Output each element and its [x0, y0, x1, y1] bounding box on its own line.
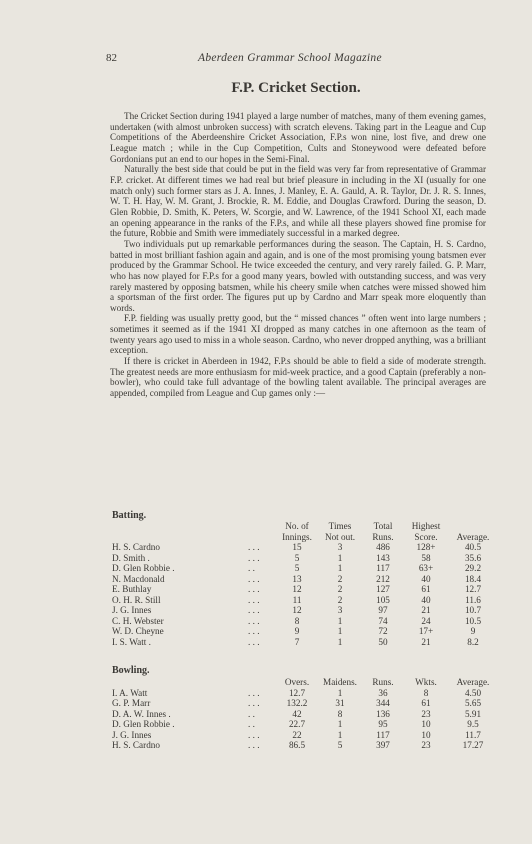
stat-highest: 61	[421, 584, 431, 594]
stat-average: 35.6	[464, 552, 482, 563]
player-name: I. A. Watt	[112, 687, 148, 698]
player-name: D. A. W. Innes .	[112, 708, 171, 719]
batting-row	[112, 605, 498, 616]
leader-dots: . .	[248, 708, 255, 719]
stat-not-out: 1	[337, 552, 343, 563]
header-wickets: Wkts.	[415, 677, 437, 687]
stat-wickets: 61	[421, 698, 431, 708]
stat-innings: 11	[292, 594, 302, 605]
stat-highest: 21	[421, 605, 431, 615]
header-highest: Score.	[414, 531, 438, 542]
stat-highest: 40	[421, 573, 431, 584]
running-title: Aberdeen Grammar School Magazine	[198, 52, 382, 64]
bowling-row	[112, 719, 498, 730]
paragraph: Naturally the best side that could be put in the field was very far from representative of Grammar F.P. cricket. At different times we had real but brief pleasure in including in the XI (usually for one match only) such former stars as J. A. Innes, J. Manley, E. A. Gauld, A. R. Taylor, Dr. J. R. S. Innes, W. T. H. Hay, W. M. Grant, J. Brockie, R. M. Eddie, and Douglas Crawford. During the season, D. Glen Robbie, D. Smith, K. Peters, W. Scorgie, and W. Lawrence, of the 1941 School XI, each made an opening appearance in the ranks of the F.P.s, and while all these players showed fine promise for the future, Robbie and Smith were immediately successful in a marked degree.	[110, 164, 486, 239]
page-number: 82	[106, 52, 117, 64]
leader-dots: . . .	[248, 552, 260, 563]
stat-average: 17.27	[462, 740, 484, 750]
header-maidens: Maidens.	[323, 677, 357, 687]
bowling-header-row	[112, 677, 498, 688]
stat-runs: 127	[376, 584, 390, 594]
batting-row	[112, 584, 498, 595]
stat-innings: 5	[294, 563, 300, 573]
leader-dots: . . .	[248, 573, 260, 584]
stat-innings: 5	[294, 552, 300, 563]
bowling-row	[112, 709, 498, 720]
stat-highest: 17+	[418, 626, 434, 636]
article-body	[110, 111, 486, 399]
leader-dots: . . .	[248, 740, 260, 750]
batting-row	[112, 542, 498, 553]
header-not-out: Not out.	[324, 531, 356, 542]
stat-runs: 143	[376, 552, 390, 563]
batting-row	[112, 595, 498, 606]
player-name: J. G. Innes	[112, 605, 152, 615]
stat-not-out: 2	[337, 573, 343, 584]
header-highest: Highest	[411, 521, 441, 531]
stat-runs: 136	[376, 708, 390, 719]
stat-average: 5.65	[464, 698, 482, 708]
leader-dots: . . .	[248, 626, 260, 636]
bowling-row	[112, 740, 498, 751]
batting-row	[112, 574, 498, 585]
player-name: D. Glen Robbie .	[112, 719, 175, 729]
batting-row	[112, 563, 498, 574]
leader-dots: . . .	[248, 615, 260, 626]
stat-innings: 13	[292, 573, 302, 584]
bowling-rows	[112, 688, 498, 751]
stat-runs: 95	[378, 719, 388, 729]
stat-average: 11.7	[465, 729, 481, 740]
leader-dots: . . .	[248, 542, 260, 552]
stat-runs: 344	[376, 698, 390, 708]
stat-innings: 12	[292, 584, 302, 594]
stat-wickets: 10	[421, 729, 431, 740]
paragraph: Two individuals put up remarkable performances during the season. The Captain, H. S. Cardno, batted in most brilliant fashion again and again, and is one of the most promising young batsmen ever produced by the Grammar School. He twice exceeded the century, and very rarely failed. G. P. Marr, who has now played for F.P.s for a good many years, bowled with outstanding success, and was very rarely mastered by opposing batsmen, while his cheery smile when catches were missed showed him a sportsman of the first order. The figures put up by Cardno and Marr speak more eloquently than words.	[110, 238, 486, 313]
stat-not-out: 1	[337, 636, 343, 647]
stat-highest: 24	[421, 615, 431, 626]
header-runs: Runs.	[372, 531, 394, 542]
stat-average: 8.2	[467, 636, 479, 647]
batting-rows	[112, 542, 498, 647]
stat-wickets: 23	[421, 740, 431, 750]
leader-dots: . . .	[248, 698, 260, 708]
stat-maidens: 8	[337, 708, 343, 719]
stat-not-out: 2	[337, 594, 343, 605]
stat-overs: 22.7	[288, 719, 306, 729]
stat-average: 4.50	[464, 687, 482, 698]
stat-runs: 117	[376, 729, 390, 740]
stat-average: 10.7	[464, 605, 482, 615]
bowling-row	[112, 688, 498, 699]
leader-dots: . . .	[248, 687, 260, 698]
stat-innings: 9	[294, 626, 300, 636]
stat-runs: 397	[376, 740, 390, 750]
batting-row	[112, 626, 498, 637]
stat-average: 10.5	[464, 615, 482, 626]
stat-highest: 40	[421, 594, 431, 605]
stat-innings: 15	[292, 542, 302, 552]
player-name: W. D. Cheyne	[112, 626, 164, 636]
header-overs: Overs.	[284, 677, 310, 687]
stat-average: 29.2	[464, 563, 482, 573]
stat-innings: 12	[292, 605, 302, 615]
stat-not-out: 2	[337, 584, 343, 594]
stat-innings: 7	[294, 636, 300, 647]
leader-dots: . .	[248, 719, 255, 729]
stat-wickets: 23	[421, 708, 431, 719]
stat-runs: 36	[378, 687, 388, 698]
article-title: F.P. Cricket Section.	[231, 80, 361, 96]
header-innings: No. of	[285, 521, 309, 531]
stat-runs: 50	[378, 636, 388, 647]
stat-not-out: 1	[337, 615, 343, 626]
leader-dots: . . .	[248, 605, 260, 615]
stat-average: 11.6	[465, 594, 481, 605]
stat-maidens: 5	[337, 740, 343, 750]
stat-average: 40.5	[464, 542, 482, 552]
batting-table	[112, 521, 498, 647]
stat-maidens: 1	[337, 719, 343, 729]
stat-overs: 132.2	[286, 698, 308, 708]
stat-overs: 42	[292, 708, 302, 719]
batting-row	[112, 553, 498, 564]
header-average	[448, 521, 498, 532]
stat-not-out: 3	[337, 542, 343, 552]
player-name: N. Macdonald	[112, 573, 165, 584]
paragraph: The Cricket Section during 1941 played a large number of matches, many of them evening games, undertaken (with almost unbroken success) with scratch elevens. Taking part in the League and Cup Competitions of the Aberdeenshire Cricket Association, F.P.s won nine, lost five, and drew one League match ; while in the Cup Competition, Cults and Stoneywood were defeated before Gordonians put an end to our hopes in the Semi-Final.	[110, 111, 486, 164]
stat-maidens: 31	[335, 698, 345, 708]
stat-innings: 8	[294, 615, 300, 626]
stat-average: 9.5	[467, 719, 479, 729]
stat-runs: 212	[376, 573, 390, 584]
player-name: J. G. Innes	[112, 729, 152, 740]
player-name: H. S. Cardno	[112, 740, 160, 750]
stat-average: 18.4	[464, 573, 482, 584]
stat-runs: 74	[378, 615, 388, 626]
player-name: D. Smith .	[112, 552, 150, 563]
paragraph: If there is cricket in Aberdeen in 1942, F.P.s should be able to field a side of moderate strength. The greatest needs are more enthusiasm for mid-week practice, and a good Captain (preferably a non-bowler), who could take full advantage of the bowling talent available. The principal averages are appended, compiled from League and Cup games only :—	[110, 356, 486, 399]
stat-average: 9	[470, 626, 476, 636]
bowling-table	[112, 677, 498, 751]
leader-dots: . .	[248, 563, 255, 573]
player-name: D. Glen Robbie .	[112, 563, 175, 573]
stat-runs: 72	[378, 626, 388, 636]
stat-runs: 486	[376, 542, 390, 552]
stat-average: 5.91	[464, 708, 482, 719]
stat-overs: 86.5	[288, 740, 306, 750]
stat-maidens: 1	[337, 687, 343, 698]
bowling-row	[112, 698, 498, 709]
header-average: Average.	[456, 531, 490, 542]
header-runs: Runs.	[372, 677, 394, 687]
player-name: E. Buthlay	[112, 584, 152, 594]
stat-not-out: 1	[337, 626, 343, 636]
stat-highest: 21	[421, 636, 431, 647]
stat-not-out: 3	[337, 605, 343, 615]
stat-not-out: 1	[337, 563, 343, 573]
header-not-out: Times	[328, 521, 352, 531]
leader-dots: . . .	[248, 584, 260, 594]
page-header	[106, 52, 466, 66]
stat-wickets: 10	[421, 719, 431, 729]
stat-highest: 58	[421, 552, 431, 563]
stat-overs: 22	[292, 729, 302, 740]
stat-average: 12.7	[464, 584, 482, 594]
leader-dots: . . .	[248, 729, 260, 740]
bowling-row	[112, 730, 498, 741]
stat-runs: 117	[376, 563, 390, 573]
player-name: H. S. Cardno	[112, 542, 160, 552]
header-runs: Total	[373, 521, 393, 531]
player-name: I. S. Watt .	[112, 636, 151, 647]
header-innings: Innings.	[282, 531, 312, 542]
batting-header-row	[112, 521, 498, 532]
player-name: G. P. Marr	[112, 698, 151, 708]
stat-highest: 63+	[418, 563, 434, 573]
stat-maidens: 1	[337, 729, 343, 740]
bowling-heading: Bowling.	[112, 665, 150, 676]
stat-overs: 12.7	[288, 687, 306, 698]
leader-dots: . . .	[248, 636, 260, 647]
stat-wickets: 8	[423, 687, 429, 698]
batting-heading: Batting.	[112, 510, 147, 521]
batting-row	[112, 616, 498, 627]
player-name: O. H. R. Still	[112, 594, 161, 605]
player-name: C. H. Webster	[112, 615, 164, 626]
header-average: Average.	[456, 677, 490, 687]
batting-header-row	[112, 532, 498, 543]
stat-runs: 105	[376, 594, 390, 605]
stat-highest: 128+	[416, 542, 436, 552]
stat-runs: 97	[378, 605, 388, 615]
batting-row	[112, 637, 498, 648]
leader-dots: . . .	[248, 594, 260, 605]
paragraph: F.P. fielding was usually pretty good, but the “ missed chances ” often went into large numbers ; sometimes it seemed as if the 1941 XI dropped as many catches in one afternoon as the team of twenty years ago used to miss in a whole season. Cardno, who never dropped anything, was a brilliant exception.	[110, 313, 486, 356]
